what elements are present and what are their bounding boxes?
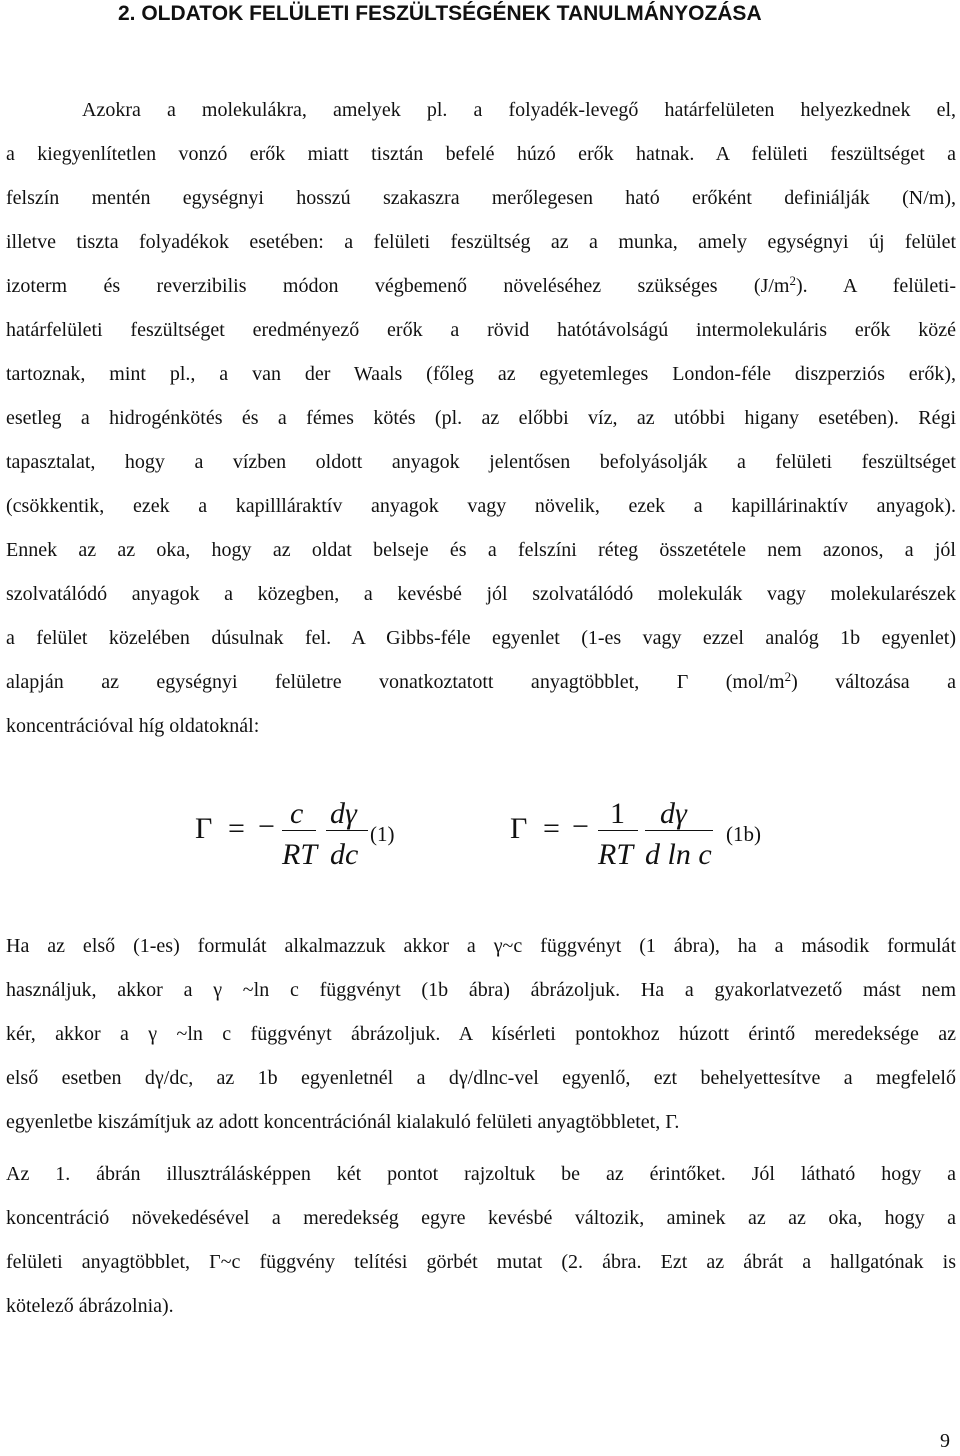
text-line: koncentráció növekedésével a meredekség egyre kevésbé változik, aminek az az oka, hogy a [6,1207,956,1229]
fraction-bar [598,830,638,831]
fraction-bar [645,830,713,831]
text-segment: alapján az egységnyi felületre vonatkoztatott anyagtöbblet, Γ (mol/m [6,671,785,693]
text-line: koncentrációval híg oldatoknál: [6,715,260,737]
text-line: Az 1. ábrán illusztrálásképpen két pontot rajzoltuk be az érintőket. Jól látható hogy a [6,1163,956,1185]
superscript: 2 [789,273,796,288]
text-line: Ennek az az oka, hogy az oldat belseje és a felszíni réteg összetétele nem azonos, a jól [6,539,956,561]
formula-minus: − [258,810,275,843]
text-line: tartoznak, mint pl., a van der Waals (főleg az egyetemleges London-féle diszperziós erők), [6,363,956,385]
text-line: a felület közelében dúsulnak fel. A Gibbs-féle egyenlet (1-es vagy ezzel analóg 1b egyenlet) [6,627,956,649]
text-line: felületi anyagtöbblet, Γ~c függvény telítési görbét mutat (2. ábra. Ezt az ábrát a hallgatónak is [6,1251,956,1273]
text-line: első esetben dγ/dc, az 1b egyenletnél a dγ/dlnc-vel egyenlő, ezt behelyettesítve a megfelelő [6,1067,956,1089]
formula-label: (1b) [726,822,761,846]
text-line: felszín mentén egységnyi hosszú szakaszra merőlegesen ható erőként definiálják (N/m), [6,187,956,209]
text-segment: ). A felületi- [796,275,956,297]
text-line: a kiegyenlítetlen vonzó erők miatt tisztán befelé húzó erők hatnak. A felületi feszültséget a [6,143,956,165]
formula-equals: = [543,812,560,845]
text-line: határfelületi feszültséget eredményező erők a rövid hatótávolságú intermolekuláris erők közé [6,319,956,341]
formula-denominator-dc: dc [330,838,359,871]
formula-denominator-dlnc: d ln c [645,838,712,871]
text-line: tapasztalat, hogy a vízben oldott anyagok jelentősen befolyásolják a felületi feszültséget [6,451,956,473]
formula-numerator-c: c [290,797,304,830]
formula-label: (1) [370,822,395,846]
text-line: szolvatálódó anyagok a közegben, a kevésbé jól szolvatálódó molekulák vagy molekularészek [6,583,956,605]
formula-numerator-dgamma: dγ [330,797,357,830]
text-line: esetleg a hidrogénkötés és a fémes kötés (pl. az előbbi víz, az utóbbi higany esetében). Régi [6,407,956,429]
text-line: illetve tiszta folyadékok esetében: a felületi feszültség az a munka, amely egységnyi új felület [6,231,956,253]
text-line: kér, akkor a γ ~ln c függvényt ábrázoljuk. A kísérleti pontokhoz húzott érintő meredeksége az [6,1023,956,1045]
text-line: Azokra a molekulákra, amelyek pl. a folyadék-levegő határfelületen helyezkednek el, [82,99,956,121]
text-line: (csökkentik, ezek a kapillláraktív anyagok vagy növelik, ezek a kapillárinaktív anyagok). [6,495,956,517]
page-number: 9 [940,1430,950,1452]
text-line: egyenletbe kiszámítjuk az adott koncentrációnál kialakuló felületi anyagtöbbletet, Γ. [6,1111,680,1133]
text-line: kötelező ábrázolnia). [6,1295,174,1317]
text-line: használjuk, akkor a γ ~ln c függvényt (1b ábra) ábrázoljuk. Ha a gyakorlatvezető mást nem [6,979,956,1001]
formula-equals: = [228,812,245,845]
text-line: Ha az első (1-es) formulát alkalmazzuk akkor a γ~c függvényt (1 ábra), ha a második formulát [6,935,956,957]
formula-numerator-dgamma: dγ [660,797,687,830]
formula-minus: − [572,810,589,843]
formula-denominator-rt: RT [598,838,634,871]
formula-gamma: Γ [510,812,528,845]
section-title: 2. OLDATOK FELÜLETI FESZÜLTSÉGÉNEK TANULMÁNYOZÁSA [118,2,762,25]
formula-numerator-1: 1 [610,797,625,830]
text-segment: izoterm és reverzibilis módon végbemenő növeléséhez szükséges (J/m [6,275,790,297]
formula-gamma: Γ [195,812,213,845]
text-segment: ) változása a [791,671,956,693]
formula-denominator-rt: RT [282,838,318,871]
superscript: 2 [784,669,792,684]
